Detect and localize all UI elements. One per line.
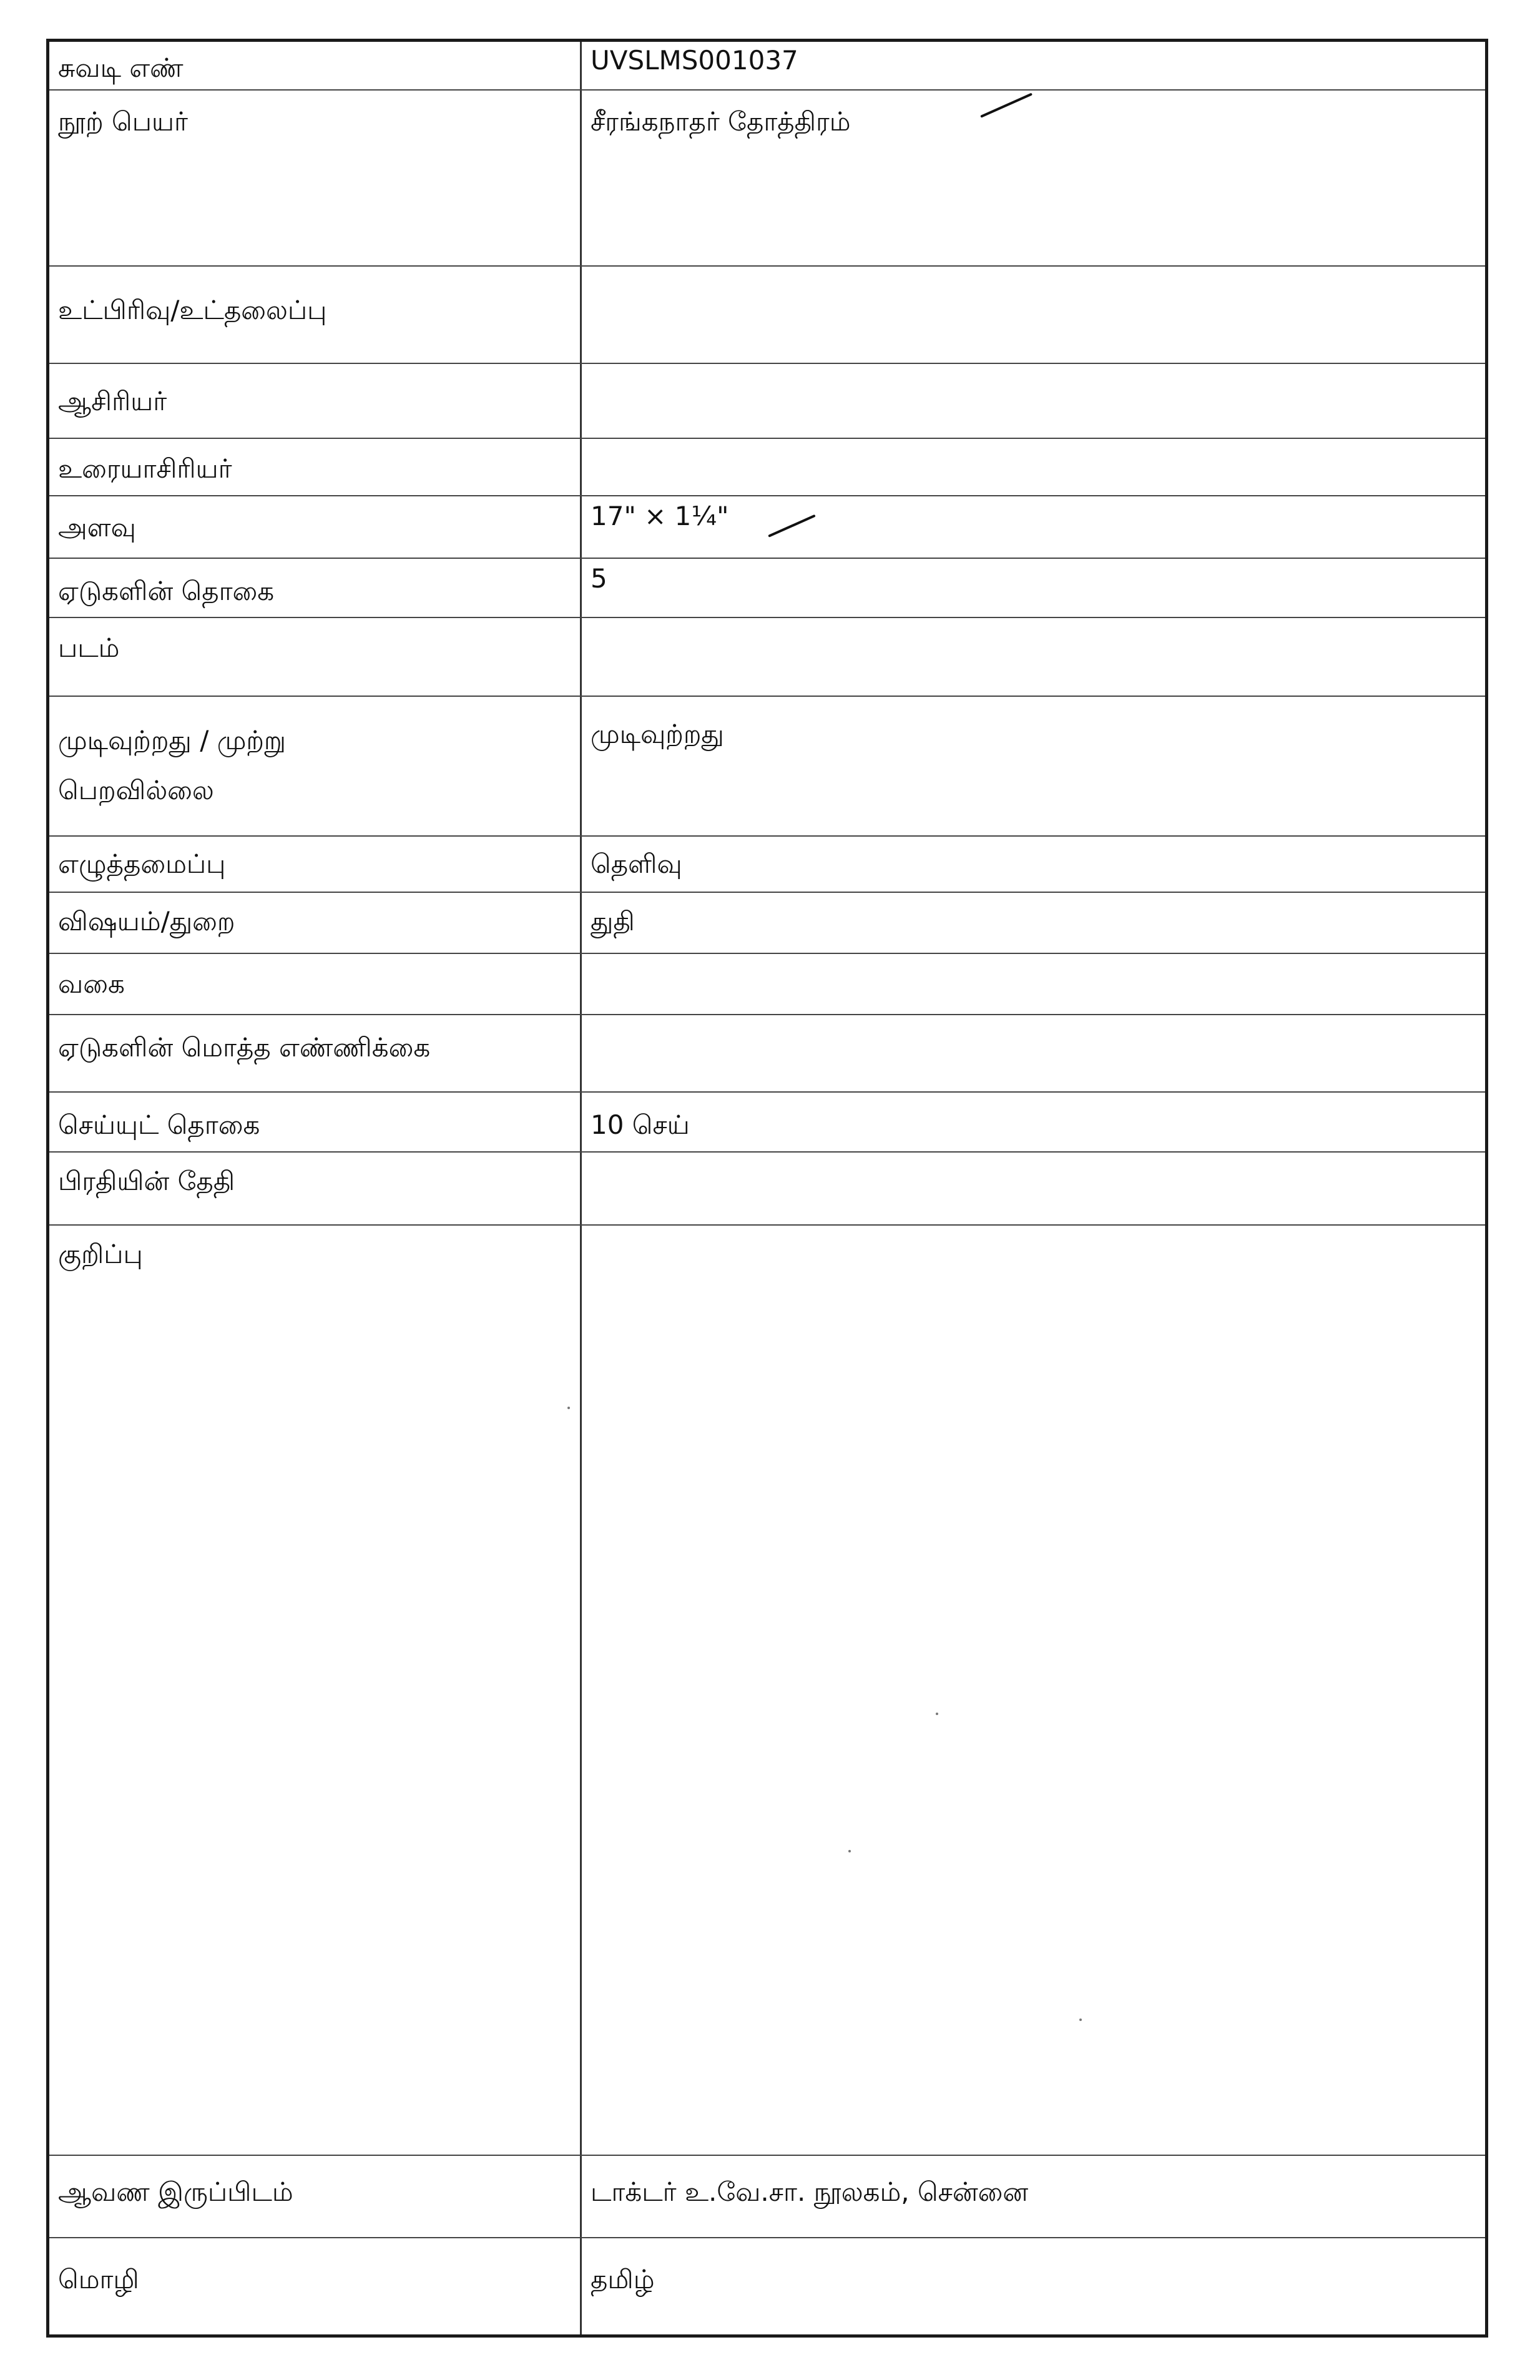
label-commentator: உரையாசிரியர்: [58, 453, 232, 484]
label-verse-count: செய்யுட் தொகை: [58, 1109, 260, 1140]
value-language: தமிழ்: [591, 2264, 655, 2294]
scan-speck: [936, 1713, 938, 1715]
value-completion-status: முடிவுற்றது: [591, 719, 724, 749]
label-subsection: உட்பிரிவு/உட்தலைப்பு: [58, 295, 327, 325]
value-category: [582, 954, 1485, 1014]
value-script-clarity: தெளிவு: [591, 848, 682, 879]
row-commentator: [49, 439, 1485, 496]
scan-speck: [848, 1850, 851, 1852]
label-leaf-count: ஏடுகளின் தொகை: [58, 576, 275, 606]
label-subject: விஷயம்/துறை: [58, 906, 235, 937]
row-leaf-count: [49, 559, 1485, 618]
label-total-leaves: ஏடுகளின் மொத்த எண்ணிக்கை: [58, 1032, 431, 1063]
row-dimensions: [49, 496, 1485, 559]
value-copy-date: [582, 1153, 1485, 1224]
row-manuscript-number: [49, 42, 1485, 91]
label-archive-location: ஆவண இருப்பிடம்: [58, 2176, 293, 2207]
label-language: மொழி: [58, 2264, 139, 2294]
value-leaf-count: 5: [591, 563, 607, 594]
row-subsection: [49, 267, 1485, 364]
row-book-title: [49, 91, 1485, 267]
value-archive-location: டாக்டர் உ.வே.சா. நூலகம், சென்னை: [591, 2176, 1029, 2207]
value-author: [582, 364, 1485, 438]
value-subsection: [582, 267, 1485, 363]
row-language: [49, 2238, 1485, 2334]
value-book-title: சீரங்கநாதர் தோத்திரம்: [591, 106, 851, 137]
row-completion-status: [49, 697, 1485, 837]
value-illustration: [582, 618, 1485, 696]
row-copy-date: [49, 1153, 1485, 1226]
label-copy-date: பிரதியின் தேதி: [58, 1166, 235, 1196]
row-total-leaves: [49, 1015, 1485, 1093]
value-dimensions: 17" × 1¼": [591, 501, 729, 531]
label-illustration: படம்: [58, 632, 120, 663]
label-author: ஆசிரியர்: [58, 386, 167, 416]
row-subject: [49, 893, 1485, 954]
value-manuscript-number: UVSLMS001037: [591, 45, 798, 76]
value-notes: [582, 1226, 1485, 2155]
row-notes: [49, 1226, 1485, 2156]
label-dimensions: அளவு: [58, 512, 136, 543]
row-verse-count: [49, 1093, 1485, 1153]
value-commentator: [582, 439, 1485, 495]
row-category: [49, 954, 1485, 1015]
catalog-form-table: [46, 39, 1488, 2338]
label-script-clarity: எழுத்தமைப்பு: [58, 848, 226, 879]
value-subject: துதி: [591, 906, 635, 937]
row-author: [49, 364, 1485, 439]
label-manuscript-number: சுவடி எண்: [58, 52, 184, 83]
label-category: வகை: [58, 968, 125, 999]
value-verse-count: 10 செய்: [591, 1109, 690, 1140]
scan-speck: [567, 1407, 570, 1409]
scan-speck: [1079, 2019, 1082, 2021]
row-illustration: [49, 618, 1485, 697]
row-archive-location: [49, 2156, 1485, 2238]
label-book-title: நூற் பெயர்: [58, 106, 188, 137]
value-total-leaves: [582, 1015, 1485, 1091]
label-notes: குறிப்பு: [58, 1239, 143, 1269]
label-completion-status: முடிவுற்றது / முற்று பெறவில்லை: [58, 725, 287, 805]
row-script-clarity: [49, 837, 1485, 893]
